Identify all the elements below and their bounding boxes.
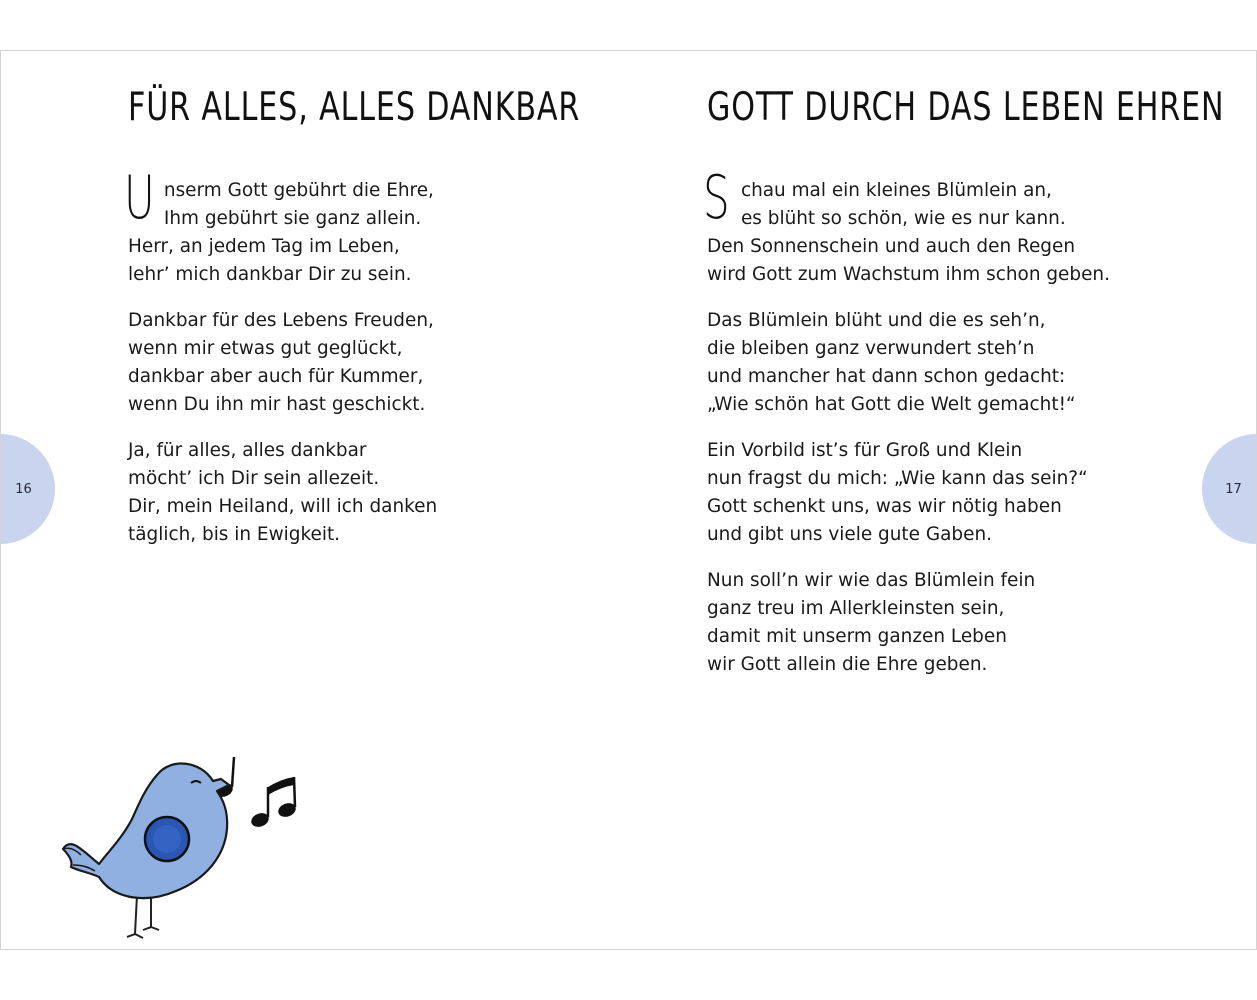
- poem-line: dankbar aber auch für Kummer,: [128, 365, 424, 387]
- poem-line: Ein Vorbild ist’s für Groß und Klein: [707, 439, 1023, 461]
- poem-line: wenn Du ihn mir hast geschickt.: [128, 393, 426, 415]
- poem-line: ganz treu im Allerkleinsten sein,: [707, 597, 1005, 619]
- poem-line: chau mal ein kleines Blümlein an,: [740, 179, 1052, 201]
- left-poem: [124, 163, 447, 566]
- page-number-left: 16: [15, 481, 32, 497]
- left-page: [1, 51, 629, 949]
- book-spread: [0, 50, 1257, 950]
- poem-line: „Wie schön hat Gott die Welt gemacht!“: [707, 393, 1076, 415]
- poem-line: möcht’ ich Dir sein allezeit.: [128, 467, 380, 489]
- poem-line: Dankbar für des Lebens Freuden,: [128, 309, 434, 331]
- right-dropcap: S: [703, 163, 730, 233]
- poem-line: Ja, für alles, alles dankbar: [128, 439, 367, 461]
- poem-line: es blüht so schön, wie es nur kann.: [740, 207, 1066, 229]
- right-page: [629, 51, 1256, 949]
- poem-line: Nun soll’n wir wie das Blümlein fein: [707, 569, 1036, 591]
- singing-bird-icon: [51, 699, 311, 949]
- left-dropcap: U: [124, 163, 155, 233]
- page-number-tab-right: [1202, 434, 1257, 544]
- poem-line: wenn mir etwas gut geglückt,: [128, 337, 403, 359]
- poem-line: täglich, bis in Ewigkeit.: [128, 523, 341, 545]
- right-page-title: GOTT DURCH DAS LEBEN EHREN: [707, 85, 1225, 130]
- page-number-tab-left: [0, 434, 55, 544]
- right-stanza-3: [707, 436, 1122, 548]
- poem-line: damit mit unserm ganzen Leben: [707, 625, 1007, 647]
- poem-line: Dir, mein Heiland, will ich danken: [128, 495, 438, 517]
- right-stanza-1: [703, 163, 1122, 288]
- poem-line: wir Gott allein die Ehre geben.: [707, 653, 988, 675]
- poem-line: und mancher hat dann schon gedacht:: [707, 365, 1066, 387]
- poem-line: nun fragst du mich: „Wie kann das sein?“: [707, 467, 1088, 489]
- poem-line: und gibt uns viele gute Gaben.: [707, 523, 992, 545]
- poem-line: nserm Gott gebührt die Ehre,: [163, 179, 434, 201]
- right-stanza-4: [707, 566, 1122, 678]
- poem-line: Das Blümlein blüht und die es seh’n,: [707, 309, 1046, 331]
- poem-line: Den Sonnenschein und auch den Regen: [707, 235, 1076, 257]
- poem-line: Ihm gebührt sie ganz allein.: [163, 207, 422, 229]
- left-stanza-1: [124, 163, 447, 288]
- left-stanza-2: [128, 306, 447, 418]
- right-poem: [703, 163, 1122, 696]
- right-stanza-2: [707, 306, 1122, 418]
- poem-line: die bleiben ganz verwundert steh’n: [707, 337, 1035, 359]
- poem-line: Herr, an jedem Tag im Leben,: [128, 235, 400, 257]
- left-page-title: FÜR ALLES, ALLES DANKBAR: [128, 85, 581, 130]
- left-stanza-3: [128, 436, 447, 548]
- poem-line: Gott schenkt uns, was wir nötig haben: [707, 495, 1062, 517]
- poem-line: lehr’ mich dankbar Dir zu sein.: [128, 263, 412, 285]
- poem-line: wird Gott zum Wachstum ihm schon geben.: [707, 263, 1110, 285]
- page-number-right: 17: [1225, 481, 1242, 497]
